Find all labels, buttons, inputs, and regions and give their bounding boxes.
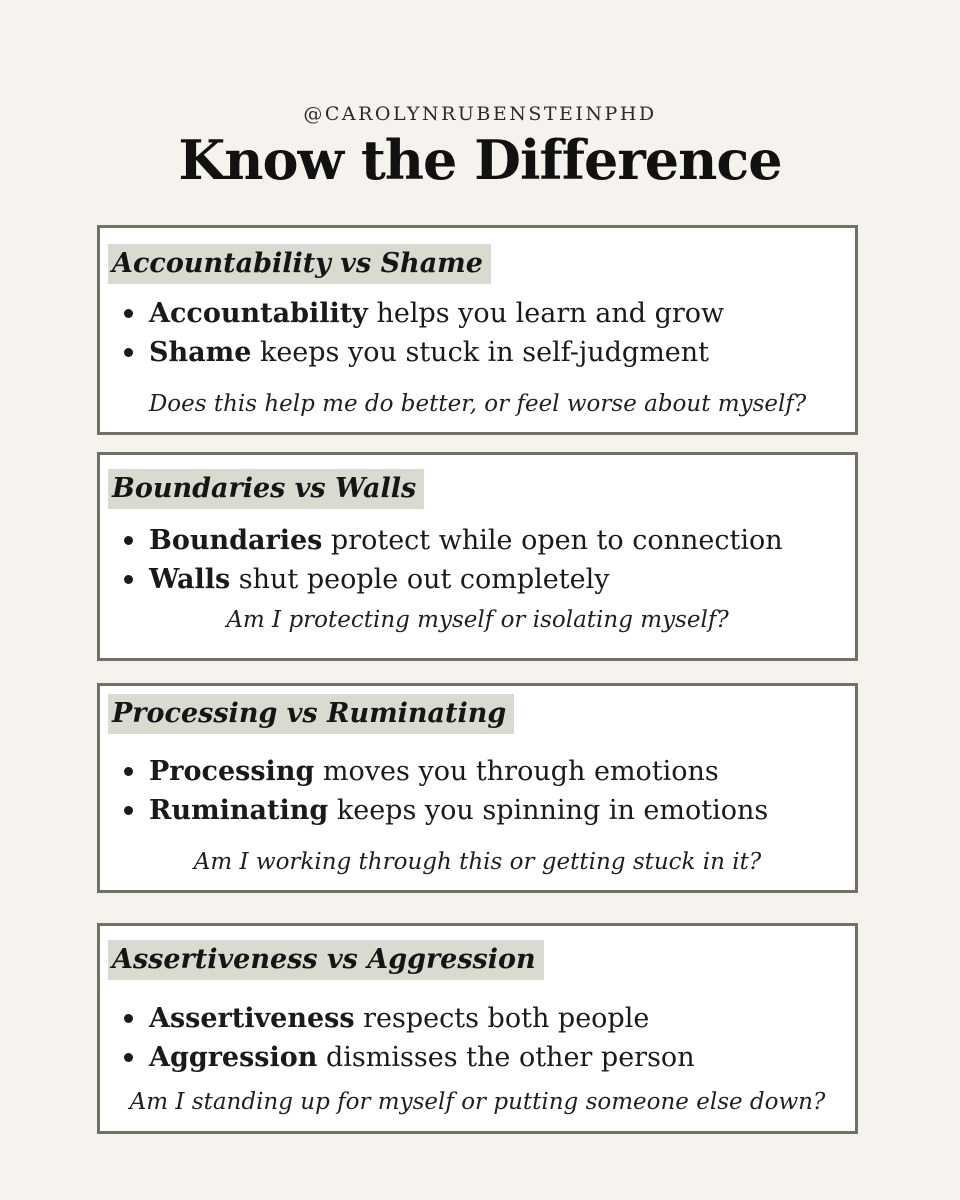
bullet-text: respects both people (354, 1003, 650, 1034)
bullet-term: Boundaries (149, 525, 323, 556)
bullet-icon (124, 767, 133, 776)
list-item (122, 294, 724, 333)
list-item (122, 560, 783, 599)
bullet-text: moves you through emotions (314, 756, 719, 787)
bullet-text: dismisses the other person (317, 1042, 695, 1073)
bullet-term: Shame (149, 337, 252, 368)
bullet-icon (124, 1014, 133, 1023)
bullet-icon (124, 575, 133, 584)
bullet-term: Ruminating (149, 795, 329, 826)
bullet-icon (124, 309, 133, 318)
bullet-term: Walls (149, 564, 231, 595)
bullet-term: Assertiveness (149, 1003, 355, 1034)
list-item (122, 752, 768, 791)
reflection-question: Does this help me do better, or feel worse about myself? (148, 391, 807, 417)
bullet-icon (124, 348, 133, 357)
list-item (122, 1038, 695, 1077)
bullet-term: Processing (149, 756, 315, 787)
bullet-text: protect while open to connection (322, 525, 783, 556)
card-heading: Processing vs Ruminating (108, 694, 514, 734)
list-item (122, 999, 695, 1038)
list-item (122, 791, 768, 830)
bullet-icon (124, 536, 133, 545)
reflection-question: Am I standing up for myself or putting someone else down? (129, 1089, 826, 1115)
bullet-text: helps you learn and grow (367, 298, 725, 329)
page-title: Know the Difference (178, 128, 782, 192)
comparison-card-processing-ruminating (97, 683, 858, 893)
list-item (122, 521, 783, 560)
reflection-question: Am I working through this or getting stuck in it? (193, 849, 762, 875)
bullet-list (122, 294, 724, 372)
comparison-card-accountability-shame (97, 225, 858, 435)
bullet-text: keeps you stuck in self-judgment (251, 337, 710, 368)
bullet-term: Aggression (149, 1042, 318, 1073)
card-heading: Assertiveness vs Aggression (108, 940, 544, 980)
card-heading: Accountability vs Shame (108, 244, 491, 284)
comparison-card-assertiveness-aggression (97, 923, 858, 1134)
reflection-question: Am I protecting myself or isolating myself? (226, 607, 729, 633)
bullet-text: shut people out completely (230, 564, 610, 595)
bullet-text: keeps you spinning in emotions (328, 795, 769, 826)
bullet-list (122, 521, 783, 599)
bullet-icon (124, 1053, 133, 1062)
comparison-card-boundaries-walls (97, 452, 858, 661)
account-handle: @CAROLYNRUBENSTEINPHD (303, 103, 657, 125)
bullet-list (122, 752, 768, 830)
card-heading: Boundaries vs Walls (108, 469, 424, 509)
bullet-term: Accountability (149, 298, 368, 329)
list-item (122, 333, 724, 372)
bullet-list (122, 999, 695, 1077)
bullet-icon (124, 806, 133, 815)
